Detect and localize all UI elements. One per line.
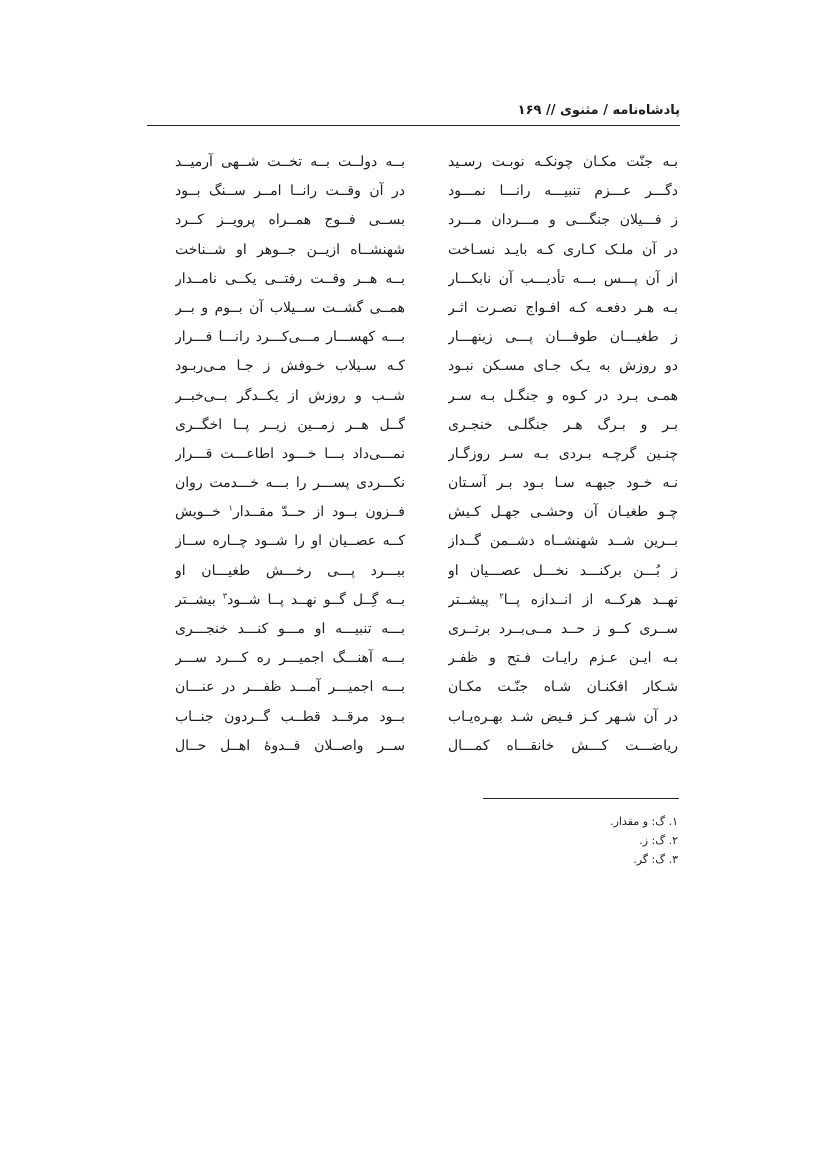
hemistich-left: بــه گِــل گــو نهــد پــا شــود$^۳$ بیشــتر bbox=[175, 591, 405, 608]
couplet bbox=[175, 206, 678, 235]
couplet bbox=[175, 644, 678, 673]
running-header: پادشاه‌نامه / مثنوی // ۱۶۹ bbox=[517, 103, 680, 118]
hemistich-left: بســی فــوج همــراه پرویــز کــرد bbox=[175, 212, 405, 229]
hemistich-left: بــود مرقــد قطــب گــردون جنــاب bbox=[175, 708, 405, 725]
hemistich-right: بـه هـر دفعـه کـه افـواج نصـرت اثـر bbox=[448, 299, 678, 316]
couplet bbox=[175, 557, 678, 586]
hemistich-left: ســر واصــلان قــدوهٔ اهــل حــال bbox=[175, 737, 405, 754]
hemistich-right: بـه ایـن عـزم رایـات فـتح و ظفـر bbox=[448, 650, 678, 667]
hemistich-left: بـــه اجمیـــر آمـــد ظفـــر در عنـــان bbox=[175, 679, 405, 696]
hemistich-right: چـو طغیـان آن وحشـی جهـل کـیش bbox=[448, 504, 678, 521]
footnote: ۳. گ: گر. bbox=[633, 853, 678, 866]
hemistich-right: بــرین شــد شهنشــاه دشــمن گــداز bbox=[448, 533, 678, 550]
hemistich-right: چنـین گرچـه بـردی بـه سـر روزگـار bbox=[448, 445, 678, 462]
hemistich-right: در آن شـهر کـز فـیض شـد بهـره‌یـاب bbox=[448, 708, 678, 725]
couplet bbox=[175, 236, 678, 265]
hemistich-left: نمـــی‌داد بـــا خـــود اطاعـــت قـــرار bbox=[175, 445, 405, 462]
couplet bbox=[175, 732, 678, 761]
couplet bbox=[175, 469, 678, 498]
hemistich-left: بـــه تنبیـــه او مـــو کنـــد خنجـــری bbox=[175, 621, 405, 637]
header-rule bbox=[147, 125, 680, 126]
footnotes bbox=[400, 812, 678, 869]
hemistich-right: بـر و بـرگ هـر جنگلـی خنجـری bbox=[448, 416, 678, 433]
hemistich-left: بــه دولــت بــه تخــت شــهی آرمیــد bbox=[175, 154, 405, 170]
hemistich-left: همــی گشــت ســیلاب آن بــوم و بــر bbox=[175, 299, 405, 316]
footnote: ۲. گ: ز. bbox=[639, 834, 678, 847]
hemistich-right: ز طغیـــان طوفـــان پـــی زینهـــار bbox=[448, 329, 678, 346]
couplet bbox=[175, 615, 678, 644]
couplet bbox=[175, 703, 678, 732]
couplet bbox=[175, 586, 678, 615]
hemistich-left: گــل هــر زمــین زیــر پــا اخگــری bbox=[175, 416, 405, 433]
hemistich-right: در آن ملـک کـاری کـه بایـد نسـاخت bbox=[448, 241, 678, 258]
hemistich-right: شـکار افکنـان شـاه جنّـت مکـان bbox=[448, 679, 678, 696]
couplet bbox=[175, 527, 678, 556]
couplet bbox=[175, 177, 678, 206]
hemistich-right: دو روزش به یـک جـای مسـکن نبـود bbox=[448, 358, 678, 375]
hemistich-left: ببـــرد پـــی رخـــش طغیـــان او bbox=[175, 562, 405, 579]
hemistich-left: بـــه کهســـار مـــی‌کـــرد رانـــا فـــرار bbox=[175, 329, 405, 346]
footnote-marker: ۲ bbox=[499, 591, 504, 601]
hemistich-left: شــب و روزش از یکــدگر بــی‌خبــر bbox=[175, 387, 405, 404]
couplet bbox=[175, 294, 678, 323]
footnote-rule bbox=[483, 798, 679, 799]
hemistich-right: ز بُـــن برکنـــد نخـــل عصـــیان او bbox=[448, 562, 678, 579]
hemistich-right: نـه خـود جبهـه سـا بـود بـر آسـتان bbox=[448, 475, 678, 492]
couplet bbox=[175, 382, 678, 411]
footnote-marker: ۱ bbox=[228, 503, 233, 513]
hemistich-right: از آن پـــس بـــه تأدیـــب آن نابکـــار bbox=[448, 270, 678, 287]
footnote-marker: ۳ bbox=[222, 591, 228, 601]
couplet bbox=[175, 323, 678, 352]
hemistich-right: نهــد هرکــه از انــدازه پــا$^۲$ پیشــتر bbox=[448, 591, 678, 608]
hemistich-left: فــزون بــود از حــدّ مقــدار$^۱$ خــویش bbox=[175, 503, 405, 521]
poem-body bbox=[175, 148, 678, 761]
hemistich-left: بـــه آهنـــگ اجمیـــر ره کـــرد ســـر bbox=[175, 650, 405, 667]
hemistich-right: دگـــر عـــزم تنبیـــه رانـــا نمـــود bbox=[448, 183, 678, 200]
couplet bbox=[175, 498, 678, 527]
hemistich-left: شهنشــاه ازیــن جــوهر او شــناخت bbox=[175, 241, 405, 258]
hemistich-left: کـه سـیلاب خـوفش ز جـا مـی‌ربـود bbox=[175, 358, 405, 375]
hemistich-left: در آن وقــت رانــا امــر ســنگ بــود bbox=[175, 183, 405, 200]
footnote: ۱. گ: و مقدار. bbox=[610, 815, 678, 828]
hemistich-left: نکـــردی پســـر را بـــه خـــدمت روان bbox=[175, 475, 405, 492]
hemistich-left: کــه عصــیان او را شــود چــاره ســاز bbox=[175, 533, 405, 550]
couplet bbox=[175, 265, 678, 294]
hemistich-right: ســری کــو ز حــد مــی‌بــرد برتــری bbox=[448, 621, 678, 637]
couplet bbox=[175, 673, 678, 702]
couplet bbox=[175, 411, 678, 440]
hemistich-right: همـی بـرد در کـوه و جنگـل بـه سـر bbox=[448, 387, 678, 404]
couplet bbox=[175, 352, 678, 381]
hemistich-right: بـه جنّت مکـان چونکـه نوبـت رسـید bbox=[448, 154, 678, 170]
hemistich-right: ریاضـــت کـــش خانقـــاه کمـــال bbox=[448, 737, 678, 754]
hemistich-right: ز فـــیلان جنگـــی و مـــردان مـــرد bbox=[448, 212, 678, 229]
couplet bbox=[175, 148, 678, 177]
couplet bbox=[175, 440, 678, 469]
hemistich-left: بــه هــر وقــت رفتــی یکــی نامــدار bbox=[175, 270, 405, 287]
